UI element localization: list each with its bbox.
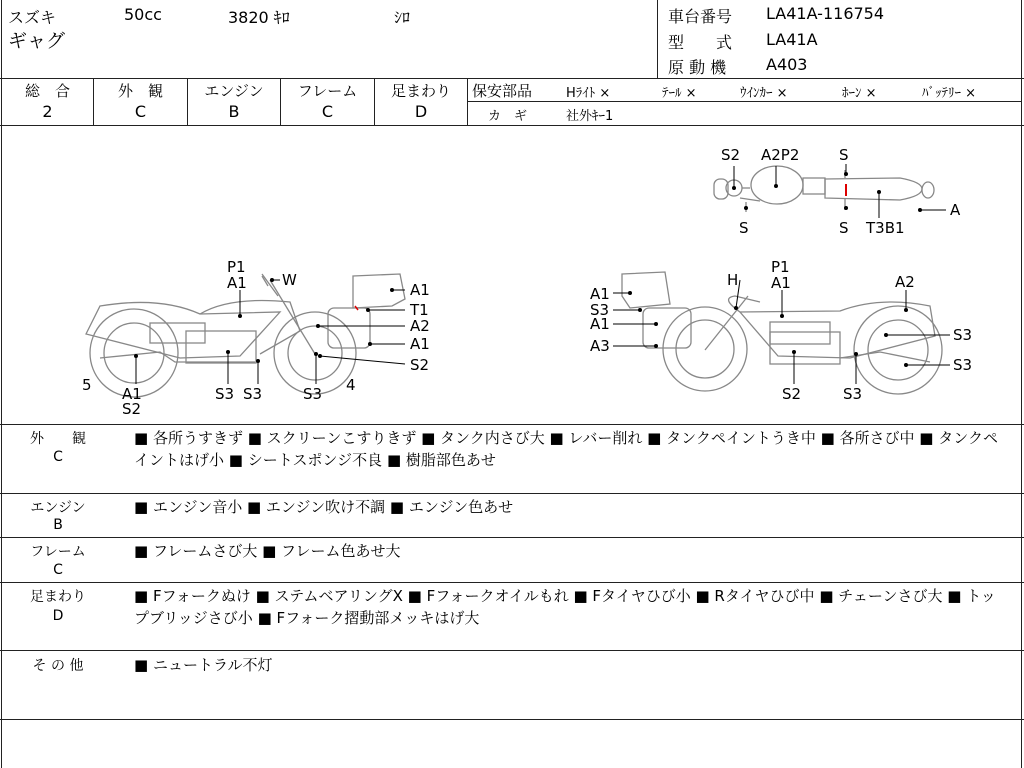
note-grade-frame: C — [53, 562, 63, 578]
left-label-a1-cowl: A1 — [410, 335, 430, 353]
score-value-frame: C — [321, 102, 334, 121]
note-text-engine: ■ エンジン音小 ■ エンジン吹け不調 ■ エンジン色あせ — [134, 498, 514, 516]
left-label-a1-screen: A1 — [410, 281, 430, 299]
key-value: 社外ｷｰ1 — [566, 109, 614, 124]
left-label-t1: T1 — [410, 301, 429, 319]
safety-headlight: Hﾗｲﾄ × — [566, 86, 611, 101]
left-label-4: 4 — [346, 376, 356, 394]
right-label-a3: A3 — [590, 337, 610, 355]
top-label-s2: S2 — [721, 146, 741, 164]
model-name: ギャグ — [8, 30, 66, 52]
damage-diagram — [0, 126, 1024, 424]
maker-name: スズキ — [8, 8, 57, 27]
right-label-s2: S2 — [782, 385, 802, 403]
divider-note-2 — [0, 537, 1024, 538]
divider-note-4 — [0, 650, 1024, 651]
header-vdivider — [657, 0, 658, 78]
score-value-suspension: D — [414, 102, 428, 121]
left-label-s2-bottom: S2 — [122, 400, 142, 418]
note-grade-suspension: D — [52, 608, 64, 624]
divider-header — [0, 78, 1024, 79]
right-label-a1-cowl: A1 — [590, 315, 610, 333]
left-label-s3-a: S3 — [215, 385, 235, 403]
divider-note-5 — [0, 719, 1024, 720]
right-label-p1: P1 — [771, 258, 790, 276]
key-label: カ ギ — [488, 109, 528, 124]
note-label-exterior: 外 観 — [30, 431, 86, 447]
right-label-h: H — [727, 271, 739, 289]
right-label-s3-c: S3 — [843, 385, 863, 403]
mileage: 3820 ｷﾛ — [228, 8, 290, 27]
divider-safety — [468, 101, 1021, 102]
safety-winker: ｳｲﾝｶｰ × — [740, 86, 788, 101]
score-label-exterior: 外 観 — [117, 82, 163, 100]
chassis-number: LA41A-116754 — [766, 4, 885, 23]
top-label-a: A — [950, 201, 961, 219]
note-text-other: ■ ニュートラル不灯 — [134, 656, 273, 674]
right-label-a2: A2 — [895, 273, 915, 291]
score-label-total: 総 合 — [24, 82, 70, 100]
left-label-w: W — [282, 271, 297, 289]
note-grade-engine: B — [53, 517, 63, 533]
left-label-a1-bottom: A1 — [122, 385, 142, 403]
top-label-s-upper: S — [839, 146, 849, 164]
top-label-s-left: S — [739, 219, 749, 237]
left-label-a1-top: A1 — [227, 274, 247, 292]
safety-title: 保安部品 — [472, 82, 533, 100]
right-label-s3: S3 — [590, 301, 610, 319]
safety-tail: ﾃｰﾙ × — [662, 86, 697, 101]
score-label-frame: フレーム — [297, 82, 358, 100]
note-text-suspension: ■ Fフォークぬけ ■ ステムベアリングX ■ Fフォークオイルもれ ■ Fタイヤひび小 ■ Rタイヤひび中 ■ チェーンさび大 ■ トップブリッジさび小 ■ Fフォーク摺動部メッキはげ大 — [134, 587, 996, 627]
note-label-frame: フレーム — [30, 544, 86, 560]
left-label-a2: A2 — [410, 317, 430, 335]
score-value-engine: B — [228, 102, 240, 121]
left-label-s2: S2 — [410, 356, 430, 374]
right-label-s3-a: S3 — [953, 326, 973, 344]
note-text-exterior: ■ 各所うすきず ■ スクリーンこすりきず ■ タンク内さび大 ■ レバー削れ ■ タンクペイントうき中 ■ 各所さび中 ■ タンクペイントはげ小 ■ シートスポンジ不良 ■ 樹脂部色あせ — [134, 429, 998, 469]
safety-horn: ﾎｰﾝ × — [842, 86, 877, 101]
engine-label: 原 動 機 — [668, 58, 727, 77]
top-label-a2p2: A2P2 — [761, 146, 800, 164]
left-label-5: 5 — [82, 376, 92, 394]
score-label-engine: エンジン — [204, 82, 264, 100]
top-label-s-lower: S — [839, 219, 849, 237]
note-grade-exterior: C — [53, 449, 63, 465]
right-label-s3-b: S3 — [953, 356, 973, 374]
divider-note-1 — [0, 493, 1024, 494]
top-label-t3b1: T3B1 — [866, 219, 905, 237]
right-label-a1-screen: A1 — [590, 285, 610, 303]
score-label-suspension: 足まわり — [390, 82, 451, 100]
note-label-suspension: 足まわり — [30, 589, 86, 605]
bike-top-view — [714, 166, 934, 212]
bike-left-view — [86, 274, 405, 397]
engine-value: A403 — [766, 55, 808, 74]
chassis-label: 車台番号 — [668, 7, 733, 26]
score-value-exterior: C — [134, 102, 147, 121]
right-label-a1-top: A1 — [771, 274, 791, 292]
type-label: 型 式 — [668, 33, 733, 52]
safety-battery: ﾊﾞｯﾃﾘｰ × — [922, 86, 977, 101]
left-label-s3-b: S3 — [243, 385, 263, 403]
divider-note-3 — [0, 582, 1024, 583]
note-text-frame: ■ フレームさび大 ■ フレーム色あせ大 — [134, 542, 401, 560]
divider-diagram — [0, 424, 1024, 425]
type-value: LA41A — [766, 30, 818, 49]
note-label-engine: エンジン — [30, 500, 86, 516]
body-color: ｼﾛ — [394, 8, 411, 27]
score-vdivider-5 — [467, 78, 468, 125]
displacement: 50cc — [124, 5, 162, 24]
left-label-p1: P1 — [227, 258, 246, 276]
score-value-total: 2 — [42, 102, 53, 121]
note-label-other: そ の 他 — [32, 658, 84, 674]
left-label-s3-c: S3 — [303, 385, 323, 403]
